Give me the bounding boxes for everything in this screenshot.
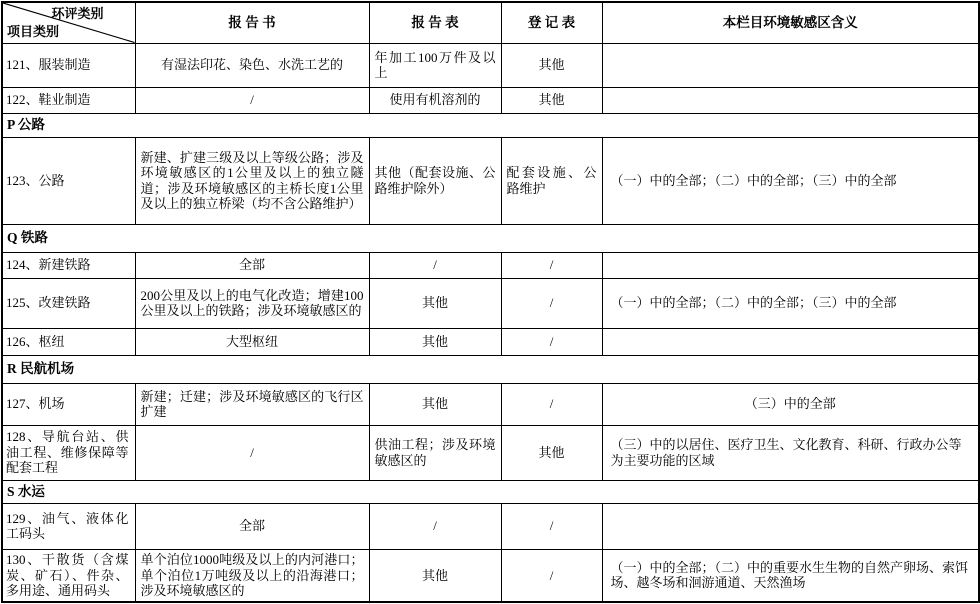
- report-book-cell: 新建；迁建；涉及环境敏感区的飞行区扩建: [135, 383, 369, 425]
- project-category-cell: 126、枢纽: [2, 328, 135, 355]
- project-category-cell: 121、服装制造: [2, 43, 135, 87]
- registration-form-cell: 其他: [501, 43, 602, 87]
- section-row: [2, 480, 979, 503]
- report-book-cell: 有湿法印花、染色、水洗工艺的: [135, 43, 369, 87]
- sensitive-area-cell: （三）中的全部: [602, 383, 979, 425]
- diagonal-header-cell: [2, 2, 135, 43]
- section-header-label: S 水运: [2, 480, 979, 503]
- table-row: [2, 43, 979, 87]
- report-form-cell: 年加工100万件及以上: [369, 43, 501, 87]
- header-report-form: 报 告 表: [369, 2, 501, 43]
- sensitive-area-cell: [602, 87, 979, 113]
- report-book-cell: 全部: [135, 503, 369, 549]
- sensitive-area-cell: [602, 252, 979, 278]
- report-form-cell: 使用有机溶剂的: [369, 87, 501, 113]
- header-row: [2, 2, 979, 43]
- project-category-cell: 127、机场: [2, 383, 135, 425]
- registration-form-cell: /: [501, 503, 602, 549]
- report-form-cell: /: [369, 503, 501, 549]
- section-header-label: Q 铁路: [2, 224, 979, 252]
- sensitive-area-cell: [602, 328, 979, 355]
- header-sensitive-area-meaning: 本栏目环境敏感区含义: [602, 2, 979, 43]
- report-book-cell: /: [135, 425, 369, 480]
- table-row: [2, 383, 979, 425]
- section-row: [2, 224, 979, 252]
- report-form-cell: 供油工程；涉及环境敏感区的: [369, 425, 501, 480]
- table-row: [2, 328, 979, 355]
- project-category-cell: 125、改建铁路: [2, 278, 135, 328]
- report-book-cell: 全部: [135, 252, 369, 278]
- project-category-cell: 129、油气、液体化工码头: [2, 503, 135, 549]
- header-eia-category: 环评类别: [51, 6, 104, 21]
- registration-form-cell: 其他: [501, 425, 602, 480]
- table-row: [2, 137, 979, 224]
- report-book-cell: 大型枢纽: [135, 328, 369, 355]
- project-category-cell: 130、干散货（含煤炭、矿石）、件杂、多用途、通用码头: [2, 549, 135, 602]
- sensitive-area-cell: [602, 503, 979, 549]
- registration-form-cell: /: [501, 549, 602, 602]
- section-row: [2, 113, 979, 137]
- section-header-label: R 民航机场: [2, 355, 979, 383]
- report-book-cell: 200公里及以上的电气化改造；增建100公里及以上的铁路；涉及环境敏感区的: [135, 278, 369, 328]
- sensitive-area-cell: （一）中的全部；（二）中的重要水生生物的自然产卵场、索饵场、越冬场和洄游通道、天然渔场: [602, 549, 979, 602]
- table-row: [2, 425, 979, 480]
- report-form-cell: 其他: [369, 328, 501, 355]
- registration-form-cell: /: [501, 383, 602, 425]
- report-form-cell: /: [369, 252, 501, 278]
- classification-table: [1, 1, 980, 603]
- report-book-cell: /: [135, 87, 369, 113]
- project-category-cell: 122、鞋业制造: [2, 87, 135, 113]
- section-header-label: P 公路: [2, 113, 979, 137]
- sensitive-area-cell: （一）中的全部；（二）中的全部；（三）中的全部: [602, 278, 979, 328]
- registration-form-cell: 其他: [501, 87, 602, 113]
- table-row: [2, 503, 979, 549]
- report-form-cell: 其他: [369, 383, 501, 425]
- report-form-cell: 其他: [369, 549, 501, 602]
- report-book-cell: 单个泊位1000吨级及以上的内河港口；单个泊位1万吨级及以上的沿海港口；涉及环境敏感区的: [135, 549, 369, 602]
- registration-form-cell: 配套设施、公路维护: [501, 137, 602, 224]
- registration-form-cell: /: [501, 252, 602, 278]
- table-row: [2, 549, 979, 602]
- project-category-cell: 128、导航台站、供油工程、维修保障等配套工程: [2, 425, 135, 480]
- table-row: [2, 252, 979, 278]
- registration-form-cell: /: [501, 278, 602, 328]
- registration-form-cell: /: [501, 328, 602, 355]
- report-form-cell: 其他: [369, 278, 501, 328]
- table-row: [2, 87, 979, 113]
- header-registration-form: 登 记 表: [501, 2, 602, 43]
- header-report-book: 报 告 书: [135, 2, 369, 43]
- sensitive-area-cell: （一）中的全部；（二）中的全部；（三）中的全部: [602, 137, 979, 224]
- report-form-cell: 其他（配套设施、公路维护除外）: [369, 137, 501, 224]
- report-book-cell: 新建、扩建三级及以上等级公路；涉及环境敏感区的1公里及以上的独立隧道；涉及环境敏感区的主桥长度1公里及以上的独立桥梁（均不含公路维护）: [135, 137, 369, 224]
- sensitive-area-cell: [602, 43, 979, 87]
- project-category-cell: 124、新建铁路: [2, 252, 135, 278]
- sensitive-area-cell: （三）中的以居住、医疗卫生、文化教育、科研、行政办公等为主要功能的区域: [602, 425, 979, 480]
- project-category-cell: 123、公路: [2, 137, 135, 224]
- section-row: [2, 355, 979, 383]
- table-row: [2, 278, 979, 328]
- header-project-category: 项目类别: [7, 24, 60, 39]
